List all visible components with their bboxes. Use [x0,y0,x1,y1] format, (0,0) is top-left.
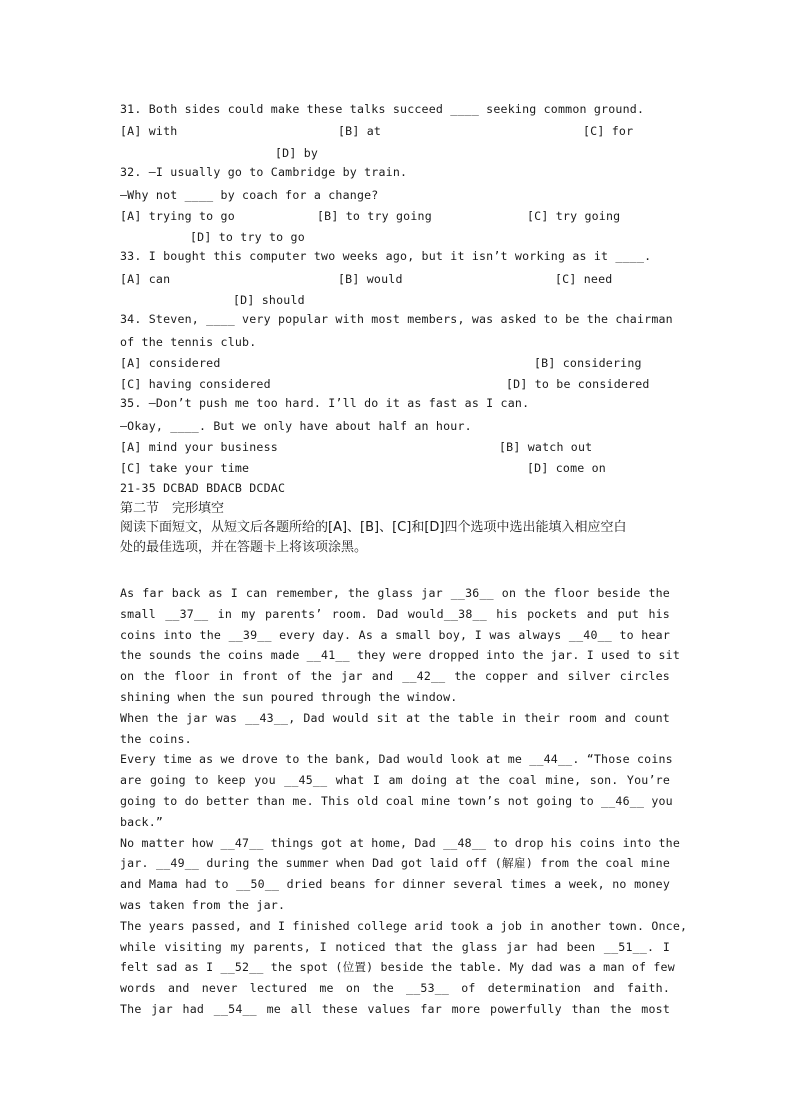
question-34-option-b: [B] considering [534,356,642,370]
question-31-option-b: [B] at [338,124,382,138]
passage-line: on the floor in front of the jar and __42__ the copper and silver circles [120,669,670,684]
passage-line: the coins. [120,731,192,746]
question-34-stem-line-2: of the tennis club. [120,335,257,349]
question-33-option-c: [C] need [555,272,613,286]
question-35-stem-line-1: 35. —Don’t push me too hard. I’ll do it as fast as I can. [120,396,530,410]
passage-line: are going to keep you __45__ what I am doing at the coal mine, son. You’re [120,773,670,788]
question-35-option-d: [D] come on [527,461,606,475]
question-31-options-row-1 [120,123,680,139]
passage-line: shining when the sun poured through the window. [120,689,458,704]
question-35-options-row-2 [120,460,680,476]
passage-line: the sounds the coins made __41__ they were dropped into the jar. I used to sit [120,648,681,663]
question-35-option-c: [C] take your time [120,461,250,475]
question-33-option-b: [B] would [338,272,403,286]
question-34-option-a: [A] considered [120,356,221,370]
question-31-option-a: [A] with [120,124,178,138]
question-34-options-row-1 [120,355,680,371]
question-33-option-d: [D] should [233,293,305,307]
section-instruction-line-1: 阅读下面短文，从短文后各题所给的[A]、[B]、[C]和[D]四个选项中选出能填入相应空白 [120,520,627,535]
question-31-stem: 31. Both sides could make these talks succeed ____ seeking common ground. [120,102,645,116]
question-32-options-row-1 [120,208,680,224]
passage-line: No matter how __47__ things got at home, Dad __48__ to drop his coins into the [120,835,681,850]
question-32-option-a: [A] trying to go [120,209,235,223]
question-34-option-c: [C] having considered [120,377,271,391]
passage-line: going to do better than me. This old coal mine town’s not going to __46__ you [120,793,673,808]
question-35-options-row-1 [120,439,680,455]
passage-line: jar. __49__ during the summer when Dad got laid off (解雇) from the coal mine [120,856,670,871]
passage-line: The jar had __54__ me all these values far more powerfully than the most [120,1001,670,1016]
passage-line: coins into the __39__ every day. As a small boy, I was always __40__ to hear [120,627,670,642]
passage-line: Every time as we drove to the bank, Dad would look at me __44__. “Those coins [120,752,673,767]
question-32-option-c: [C] try going [527,209,621,223]
passage-line: felt sad as I __52__ the spot (位置) beside the table. My dad was a man of few [120,960,675,975]
question-32-stem-line-2: —Why not ____ by coach for a change? [120,188,379,202]
question-34-options-row-2 [120,376,680,392]
passage-line: words and never lectured me on the __53__ of determination and faith. [120,981,670,996]
question-34-option-d: [D] to be considered [506,377,650,391]
question-35-option-b: [B] watch out [499,440,593,454]
passage-line: back.” [120,814,164,829]
question-34-stem-line-1: 34. Steven, ____ very popular with most members, was asked to be the chairman [120,312,673,326]
cloze-passage [120,583,688,1020]
question-31-option-d: [D] by [275,146,319,160]
question-33-option-a: [A] can [120,272,171,286]
section-instruction-line-2: 处的最佳选项，并在答题卡上将该项涂黑。 [120,540,368,555]
passage-line: The years passed, and I finished college arid took a job in another town. Once, [120,918,688,933]
passage-line: As far back as I can remember, the glass jar __36__ on the floor beside the [120,586,670,600]
question-35-stem-line-2: —Okay, ____. But we only have about half an hour. [120,419,472,433]
section-title: 第二节 完形填空 [120,501,225,516]
question-32-option-b: [B] to try going [317,209,432,223]
passage-line: and Mama had to __50__ dried beans for dinner several times a week, no money [120,877,670,892]
passage-line: small __37__ in my parents’ room. Dad would__38__ his pockets and put his [120,606,670,621]
question-32-stem-line-1: 32. —I usually go to Cambridge by train. [120,165,408,179]
question-33-options-row-1 [120,271,680,287]
question-32-option-d: [D] to try to go [190,230,305,244]
question-35-option-a: [A] mind your business [120,440,278,454]
passage-line: while visiting my parents, I noticed that the glass jar had been __51__. I [120,939,670,954]
question-33-stem: 33. I bought this computer two weeks ago, but it isn’t working as it ____. [120,249,652,263]
answer-key: 21-35 DCBAD BDACB DCDAC [120,481,286,495]
passage-line: When the jar was __43__, Dad would sit at the table in their room and count [120,710,670,725]
passage-line: was taken from the jar. [120,897,286,912]
question-31-option-c: [C] for [583,124,634,138]
